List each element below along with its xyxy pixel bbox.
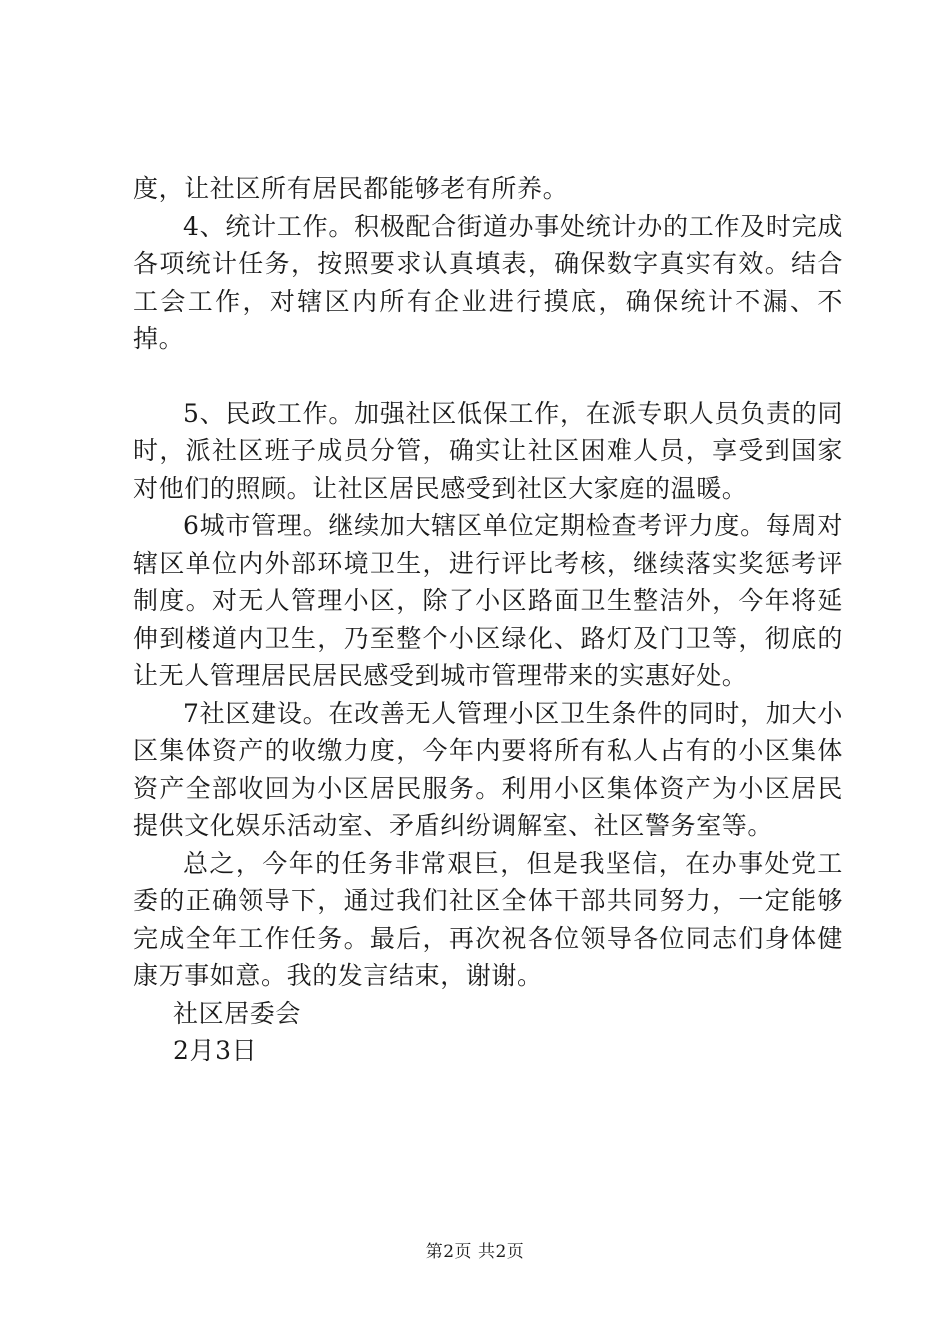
paragraph-civil-affairs: 5、民政工作。加强社区低保工作，在派专职人员负责的同时，派社区班子成员分管，确实让社区困难人员，享受到国家对他们的照顾。让社区居民感受到社区大家庭的温暖。 bbox=[133, 398, 843, 503]
document-body bbox=[133, 170, 843, 1070]
paragraph-continuation: 度，让社区所有居民都能够老有所养。 bbox=[133, 174, 569, 203]
paragraph-conclusion: 总之，今年的任务非常艰巨，但是我坚信，在办事处党工委的正确领导下，通过我们社区全体干部共同努力，一定能够完成全年工作任务。最后，再次祝各位领导各位同志们身体健康万事如意。我的发言结束，谢谢。 bbox=[133, 848, 843, 990]
paragraph-city-management: 6城市管理。继续加大辖区单位定期检查考评力度。每周对辖区单位内外部环境卫生，进行评比考核，继续落实奖惩考评制度。对无人管理小区，除了小区路面卫生整洁外，今年将延伸到楼道内卫生，乃至整个小区绿化、路灯及门卫等，彻底的让无人管理居民居民感受到城市管理带来的实惠好处。 bbox=[133, 511, 843, 690]
signature: 社区居委会 bbox=[173, 998, 302, 1028]
signature-date: 2月3日 bbox=[173, 1036, 258, 1065]
paragraph-community-building: 7社区建设。在改善无人管理小区卫生条件的同时，加大小区集体资产的收缴力度，今年内要将所有私人占有的小区集体资产全部收回为小区居民服务。利用小区集体资产为小区居民提供文化娱乐活动室、矛盾纠纷调解室、社区警务室等。 bbox=[133, 698, 843, 840]
page-footer: 第2页 共2页 bbox=[425, 1242, 525, 1262]
paragraph-statistics: 4、统计工作。积极配合街道办事处统计办的工作及时完成各项统计任务，按照要求认真填表，确保数字真实有效。结合工会工作，对辖区内所有企业进行摸底，确保统计不漏、不掉。 bbox=[133, 211, 843, 353]
